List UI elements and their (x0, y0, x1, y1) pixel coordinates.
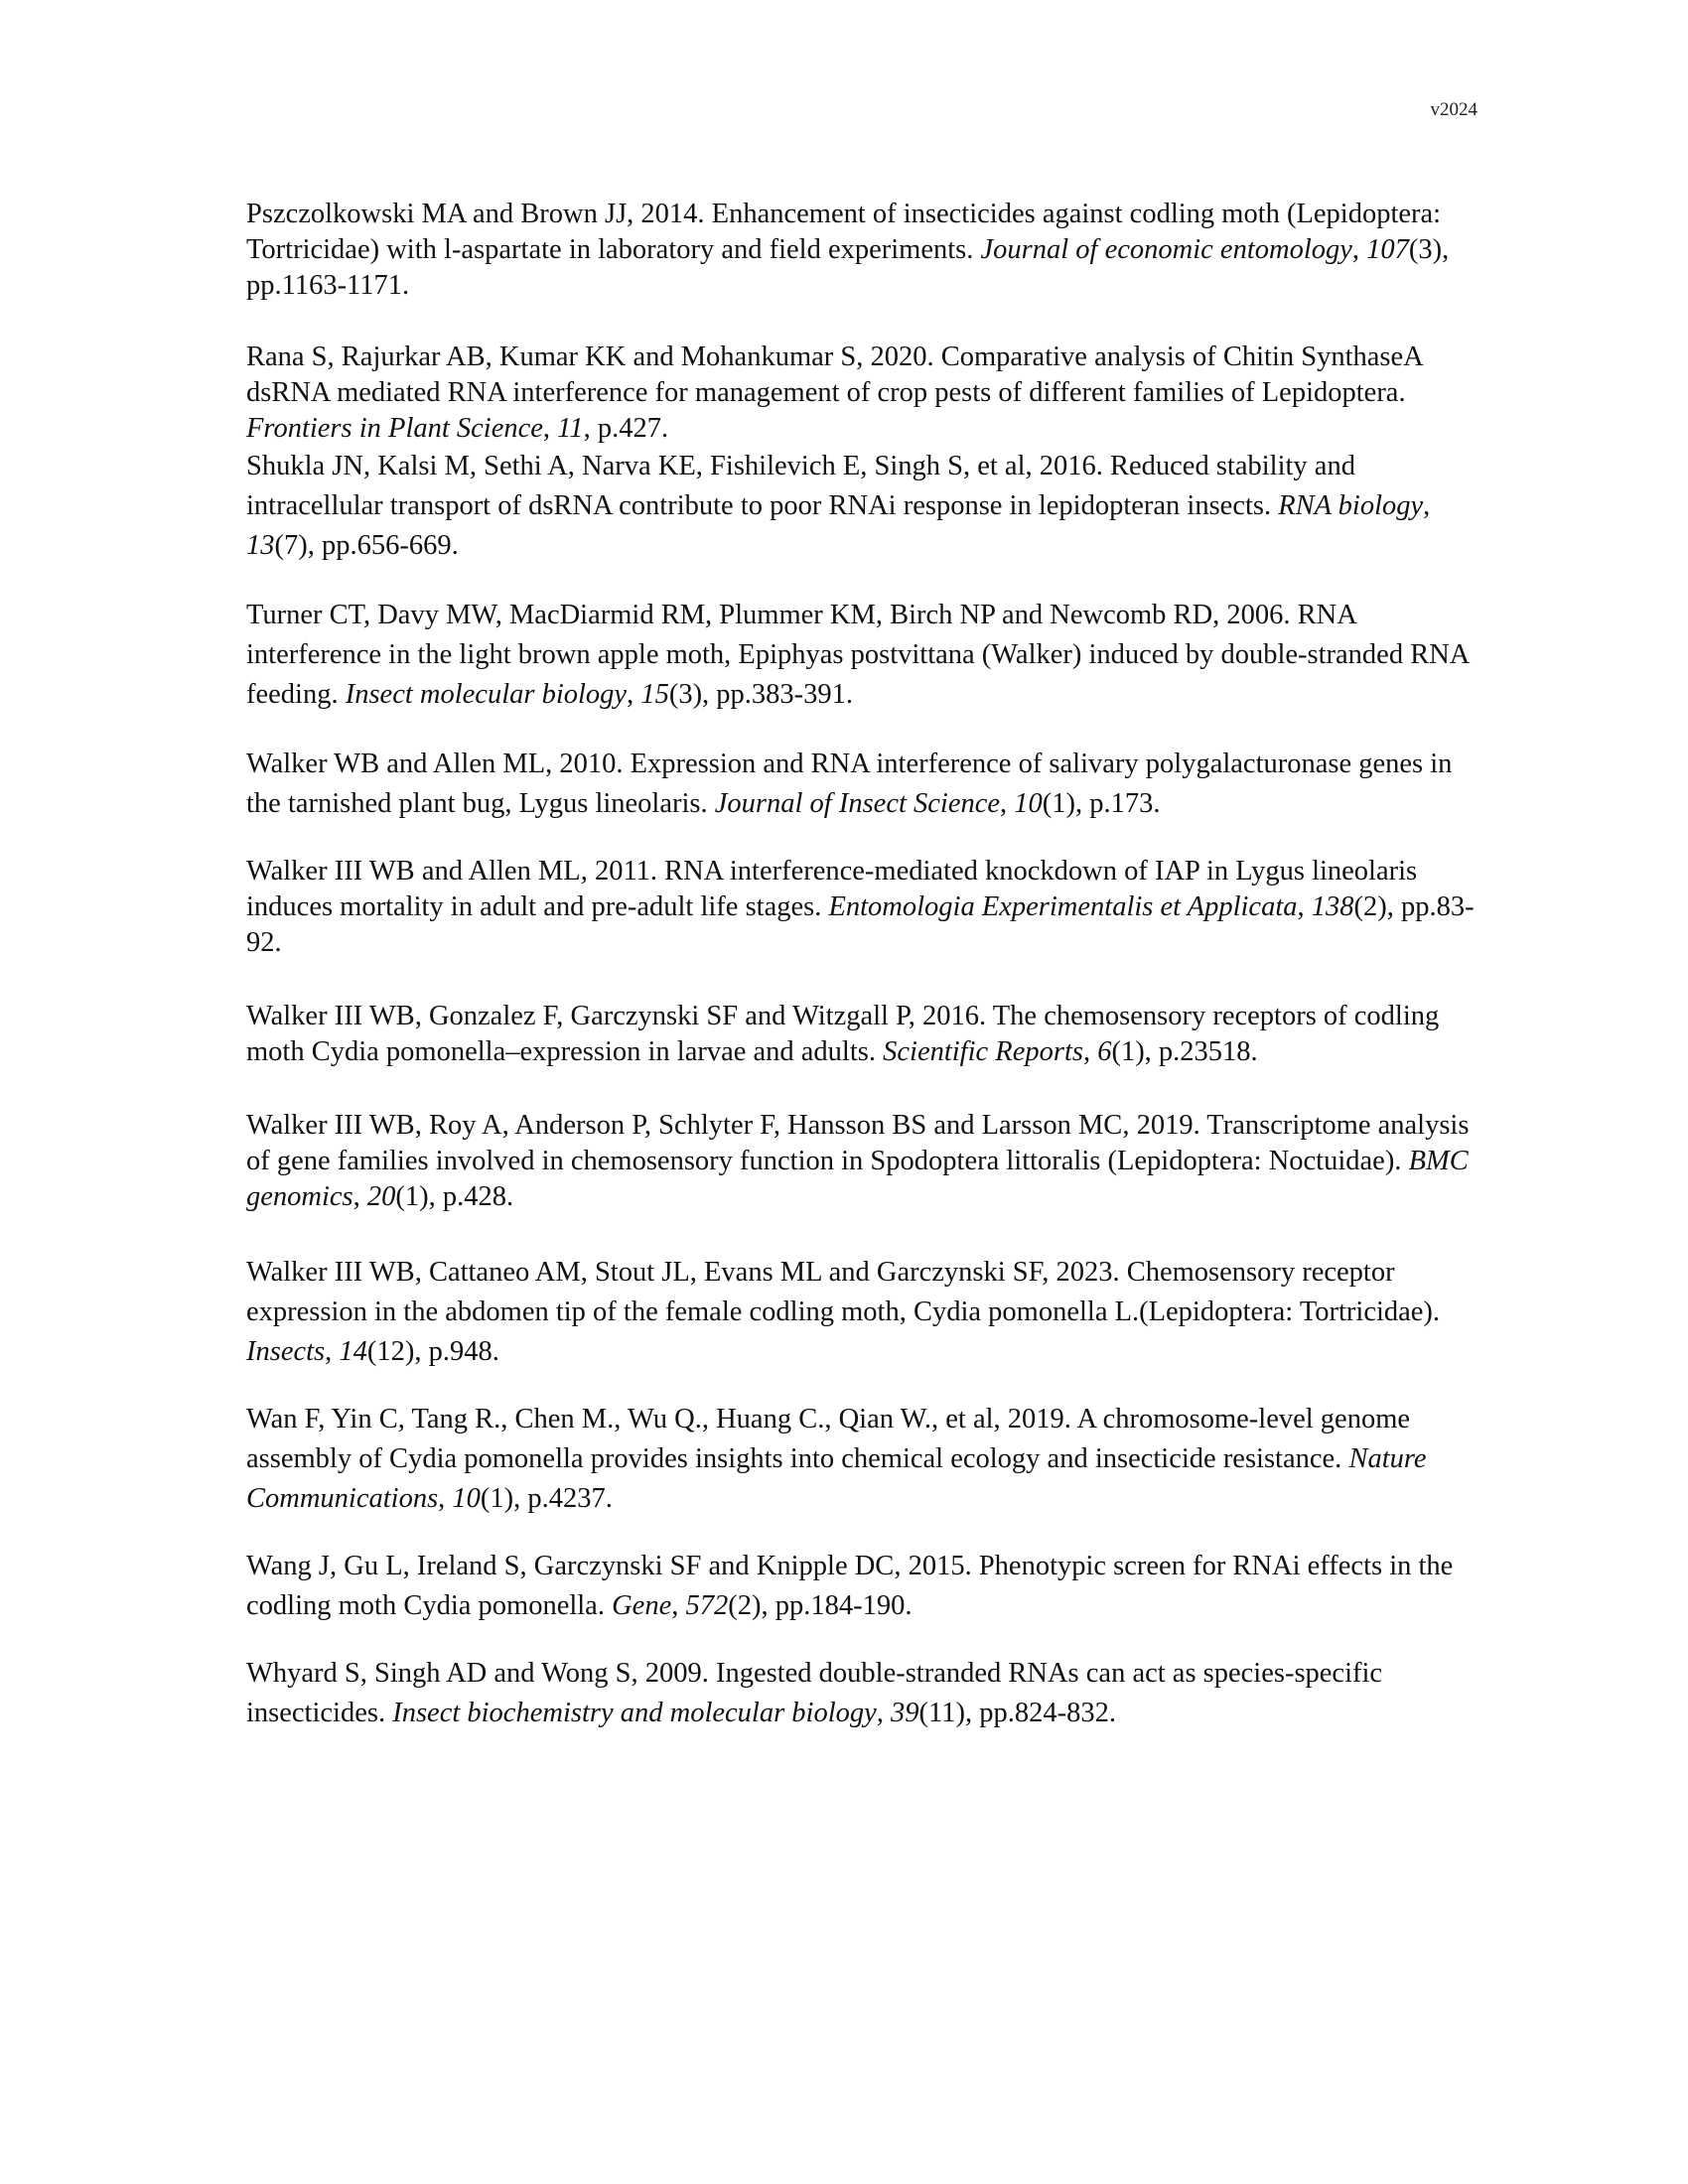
reference-item: Pszczolkowski MA and Brown JJ, 2014. Enhancement of insecticides against codling moth (Lepidoptera: Tortricidae) with l-aspartate in laboratory and field experiments. Journal of economic entomology, 107(3), pp.1163-1171. (246, 199, 1450, 301)
reference-item: Turner CT, Davy MW, MacDiarmid RM, Plummer KM, Birch NP and Newcomb RD, 2006. RNA interference in the light brown apple moth, Epiphyas postvittana (Walker) induced by double-stranded RNA feeding. Insect molecular biology, 15(3), pp.383-391. (246, 600, 1469, 710)
journal-title: Insect biochemistry and molecular biology (392, 1698, 877, 1728)
journal-title: Insects (246, 1336, 326, 1367)
journal-volume: 10 (452, 1483, 481, 1514)
journal-volume: 15 (640, 679, 669, 710)
journal-volume: 6 (1097, 1036, 1112, 1067)
reference-item: Wang J, Gu L, Ireland S, Garczynski SF and Knipple DC, 2015. Phenotypic screen for RNAi effects in the codling moth Cydia pomonella. Gene, 572(2), pp.184-190. (246, 1551, 1454, 1621)
reference-item: Walker III WB and Allen ML, 2011. RNA interference-mediated knockdown of IAP in Lygus lineolaris induces mortality in adult and pre-adult life stages. Entomologia Experimentalis et Applicata, 138(2), pp.83-92. (246, 856, 1475, 958)
reference-item: Walker III WB, Gonzalez F, Garczynski SF and Witzgall P, 2016. The chemosensory receptors of codling moth Cydia pomonella–expression in larvae and adults. Scientific Reports, 6(1), p.23518. (246, 1001, 1440, 1067)
journal-title: Frontiers in Plant Science (246, 413, 543, 444)
journal-title: Gene (612, 1590, 672, 1621)
journal-volume: 20 (366, 1181, 396, 1212)
reference-item: Shukla JN, Kalsi M, Sethi A, Narva KE, Fishilevich E, Singh S, et al, 2016. Reduced stability and intracellular transport of dsRNA contribute to poor RNAi response in lepidopteran insects. RNA biology, 13(7), pp.656-669. (246, 451, 1431, 561)
journal-volume: 39 (891, 1698, 919, 1728)
reference-item: Rana S, Rajurkar AB, Kumar KK and Mohankumar S, 2020. Comparative analysis of Chitin SynthaseA dsRNA mediated RNA interference for management of crop pests of different families of Lepidoptera. Frontiers in Plant Science, 11, p.427. (246, 341, 1423, 444)
journal-title: Scientific Reports (883, 1036, 1083, 1067)
reference-item: Whyard S, Singh AD and Wong S, 2009. Ingested double-stranded RNAs can act as species-specific insecticides. Insect biochemistry and molecular biology, 39(11), pp.824-832. (246, 1658, 1383, 1728)
reference-item: Walker III WB, Cattaneo AM, Stout JL, Evans ML and Garczynski SF, 2023. Chemosensory receptor expression in the abdomen tip of the female codling moth, Cydia pomonella L.(Lepidoptera: Tortricidae). Insects, 14(12), p.948. (246, 1257, 1441, 1367)
reference-item: Walker WB and Allen ML, 2010. Expression and RNA interference of salivary polygalacturonase genes in the tarnished plant bug, Lygus lineolaris. Journal of Insect Science, 10(1), p.173. (246, 749, 1453, 819)
reference-item: Walker III WB, Roy A, Anderson P, Schlyter F, Hansson BS and Larsson MC, 2019. Transcriptome analysis of gene families involved in chemosensory function in Spodoptera littoralis (Lepidoptera: Noctuidae). BMC genomics, 20(1), p.428. (246, 1110, 1470, 1212)
journal-title: Insect molecular biology (345, 679, 628, 710)
journal-title: Journal of economic entomology (980, 234, 1352, 265)
reference-item: Wan F, Yin C, Tang R., Chen M., Wu Q., Huang C., Qian W., et al, 2019. A chromosome-level genome assembly of Cydia pomonella provides insights into chemical ecology and insecticide resistance. Nature Communications, 10(1), p.4237. (246, 1404, 1427, 1514)
journal-volume: 13 (246, 530, 275, 561)
journal-volume: 138 (1311, 891, 1354, 922)
journal-volume: 11 (557, 413, 584, 444)
journal-title: Journal of Insect Science (714, 788, 1001, 819)
reference-list (246, 197, 1489, 1733)
journal-title: RNA biology (1278, 490, 1424, 521)
journal-volume: 107 (1366, 234, 1409, 265)
version-label: v2024 (1430, 99, 1477, 120)
journal-title: Entomologia Experimentalis et Applicata (828, 891, 1298, 922)
journal-volume: 10 (1014, 788, 1043, 819)
journal-volume: 14 (339, 1336, 367, 1367)
journal-title: BMC genomics (246, 1146, 1469, 1212)
journal-volume: 572 (685, 1590, 729, 1621)
journal-title: Nature Communications (246, 1443, 1427, 1514)
